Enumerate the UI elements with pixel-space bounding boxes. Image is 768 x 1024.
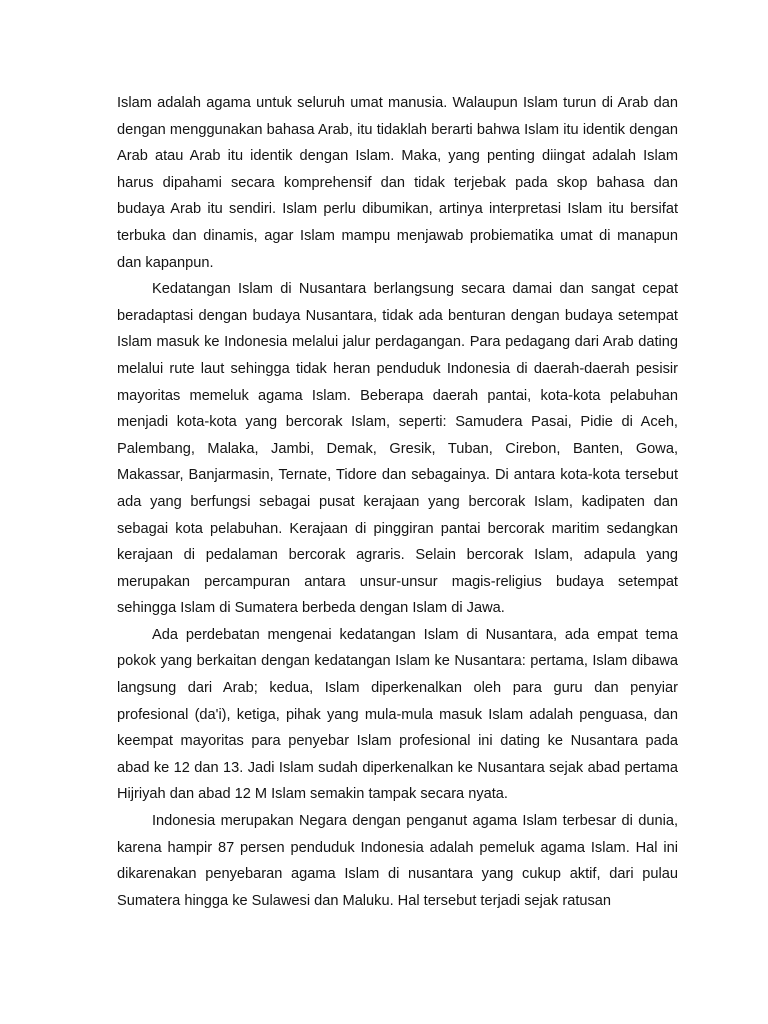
paragraph-4: Indonesia merupakan Negara dengan penganut agama Islam terbesar di dunia, karena hampir 87 persen penduduk Indonesia adalah pemeluk agama Islam. Hal ini dikarenakan penyebaran agama Islam di nusantara yang cukup aktif, dari pulau Sumatera hingga ke Sulawesi dan Maluku. Hal tersebut terjadi sejak ratusan <box>117 813 678 909</box>
paragraph-1: Islam adalah agama untuk seluruh umat manusia. Walaupun Islam turun di Arab dan dengan menggunakan bahasa Arab, itu tidaklah berarti bahwa Islam itu identik dengan Arab atau Arab itu identik dengan Islam. Maka, yang penting diingat adalah Islam harus dipahami secara komprehensif dan tidak terjebak pada skop bahasa dan budaya Arab itu sendiri. Islam perlu dibumikan, artinya interpretasi Islam itu bersifat terbuka dan dinamis, agar Islam mampu menjawab probiematika umat di manapun dan kapanpun. <box>117 95 678 271</box>
paragraph-3: Ada perdebatan mengenai kedatangan Islam di Nusantara, ada empat tema pokok yang berkaitan dengan kedatangan Islam ke Nusantara: pertama, Islam dibawa langsung dari Arab; kedua, Islam diperkenalkan oleh para guru dan penyiar profesional (da'i), ketiga, pihak yang mula-mula masuk Islam adalah penguasa, dan keempat mayoritas para penyebar Islam profesional ini dating ke Nusantara pada abad ke 12 dan 13. Jadi Islam sudah diperkenalkan ke Nusantara sejak abad pertama Hijriyah dan abad 12 M Islam semakin tampak secara nyata. <box>117 626 678 803</box>
paragraph-2: Kedatangan Islam di Nusantara berlangsung secara damai dan sangat cepat beradaptasi dengan budaya Nusantara, tidak ada benturan dengan budaya setempat Islam masuk ke Indonesia melalui jalur perdagangan. Para pedagang dari Arab dating melalui rute laut sehingga tidak heran penduduk Indonesia di daerah-daerah pesisir mayoritas memeluk agama Islam. Beberapa daerah pantai, kota-kota pelabuhan menjadi kota-kota yang bercorak Islam, seperti: Samudera Pasai, Pidie di Aceh, Palembang, Malaka, Jambi, Demak, Gresik, Tuban, Cirebon, Banten, Gowa, Makassar, Banjarmasin, Ternate, Tidore dan sebagainya. Di antara kota-kota tersebut ada yang berfungsi sebagai pusat kerajaan yang bercorak Islam, kadipaten dan sebagai kota pelabuhan. Kerajaan di pinggiran pantai bercorak maritim sedangkan kerajaan di pedalaman bercorak agraris. Selain bercorak Islam, adapula yang merupakan percampuran antara unsur-unsur magis-religius budaya setempat sehingga Islam di Sumatera berbeda dengan Islam di Jawa. <box>117 281 678 617</box>
document-body <box>117 90 678 914</box>
